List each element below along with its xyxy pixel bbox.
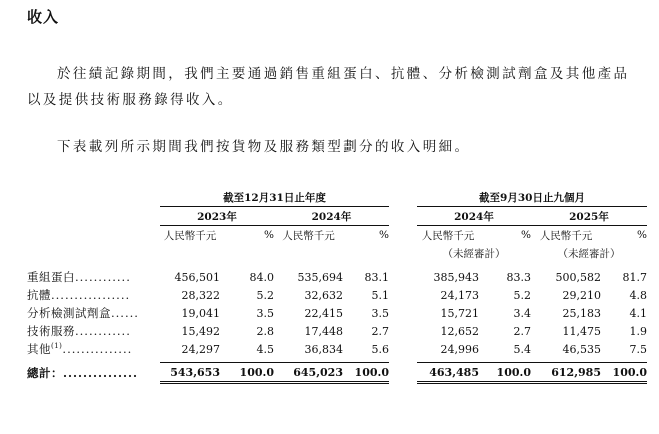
cell-value: 24,297 (181, 342, 220, 356)
cell-value: 535,694 (297, 270, 343, 284)
row-label: 抗體 (27, 288, 51, 302)
section-title: 收入 (27, 8, 60, 26)
cell-value: 456,501 (174, 270, 220, 284)
cell-value: 7.5 (629, 342, 647, 356)
year-header: 2025年 (531, 207, 647, 226)
cell-value: 5.6 (371, 342, 389, 356)
table-row (27, 340, 647, 358)
cell-value: 3.5 (371, 306, 389, 320)
cell-value: 19,041 (181, 306, 220, 320)
cell-value: 2.8 (256, 324, 274, 338)
cell-value: 15,721 (440, 306, 479, 320)
cell-value: 24,996 (440, 342, 479, 356)
cell-value: 5.2 (513, 288, 531, 302)
unaudited-note: （未經審計） (442, 247, 506, 260)
leader-dots: ............... (63, 365, 139, 380)
cell-value: 36,834 (304, 342, 343, 356)
pct-header: % (264, 229, 274, 241)
cell-value: 22,415 (304, 306, 343, 320)
row-label: 分析檢測試劑盒 (27, 306, 111, 320)
cell-value: 11,475 (562, 324, 601, 338)
total-value: 100.0 (220, 363, 274, 383)
table-row (27, 304, 647, 322)
table-row (27, 322, 647, 340)
amount-header: 人民幣千元 (282, 229, 335, 242)
total-value: 612,985 (531, 363, 601, 383)
year-header: 2023年 (160, 207, 274, 226)
intro-paragraph: 於往績記錄期間，我們主要通過銷售重組蛋白、抗體、分析檢測試劑盒及其他產品以及提供技術服務錄得收入。 (27, 66, 630, 108)
cell-value: 81.7 (622, 270, 647, 284)
table-intro-paragraph: 下表載列所示期間我們按貨物及服務類型劃分的收入明細。 (57, 139, 471, 155)
total-value: 543,653 (160, 363, 220, 383)
leader-dots: ............... (62, 342, 133, 356)
total-value: 100.0 (343, 363, 389, 383)
pct-header: % (521, 229, 531, 241)
leader-dots: ............ (75, 270, 131, 284)
cell-value: 84.0 (249, 270, 274, 284)
year-header: 2024年 (417, 207, 531, 226)
cell-value: 385,943 (433, 270, 479, 284)
footnote-marker: (1) (51, 342, 63, 351)
year-header: 2024年 (274, 207, 389, 226)
row-label: 技術服務 (27, 324, 75, 338)
cell-value: 3.4 (513, 306, 531, 320)
total-value: 645,023 (274, 363, 343, 383)
row-label: 重組蛋白 (27, 270, 75, 284)
cell-value: 2.7 (371, 324, 389, 338)
cell-value: 46,535 (562, 342, 601, 356)
cell-value: 17,448 (304, 324, 343, 338)
total-row (27, 363, 647, 383)
cell-value: 24,173 (440, 288, 479, 302)
cell-value: 5.4 (513, 342, 531, 356)
cell-value: 4.1 (629, 306, 647, 320)
cell-value: 5.1 (371, 288, 389, 302)
leader-dots: ...... (111, 306, 139, 320)
cell-value: 83.1 (364, 270, 389, 284)
table-row (27, 268, 647, 286)
pct-header: % (379, 229, 389, 241)
amount-header: 人民幣千元 (539, 229, 593, 242)
amount-header: 人民幣千元 (163, 229, 217, 242)
cell-value: 4.5 (256, 342, 274, 356)
cell-value: 15,492 (181, 324, 220, 338)
total-label: 總計： (27, 365, 63, 380)
cell-value: 500,582 (555, 270, 601, 284)
total-value: 100.0 (479, 363, 531, 383)
cell-value: 3.5 (256, 306, 274, 320)
cell-value: 25,183 (562, 306, 601, 320)
table-row (27, 286, 647, 304)
amount-header: 人民幣千元 (421, 229, 475, 242)
total-value: 100.0 (601, 363, 647, 383)
total-value: 463,485 (417, 363, 479, 383)
cell-value: 4.8 (629, 288, 647, 302)
leader-dots: ................. (51, 288, 131, 302)
row-label: 其他 (27, 342, 51, 356)
group-header-full-year: 截至12月31日止年度 (160, 188, 389, 207)
pct-header: % (637, 229, 647, 241)
cell-value: 32,632 (304, 288, 343, 302)
leader-dots: ............ (75, 324, 131, 338)
cell-value: 28,322 (181, 288, 220, 302)
revenue-breakdown-table (27, 188, 647, 384)
group-header-nine-months: 截至9月30日止九個月 (417, 188, 647, 207)
cell-value: 83.3 (506, 270, 531, 284)
unaudited-note: （未經審計） (557, 247, 621, 260)
cell-value: 1.9 (629, 324, 647, 338)
cell-value: 29,210 (562, 288, 601, 302)
cell-value: 12,652 (440, 324, 479, 338)
cell-value: 5.2 (256, 288, 274, 302)
cell-value: 2.7 (513, 324, 531, 338)
